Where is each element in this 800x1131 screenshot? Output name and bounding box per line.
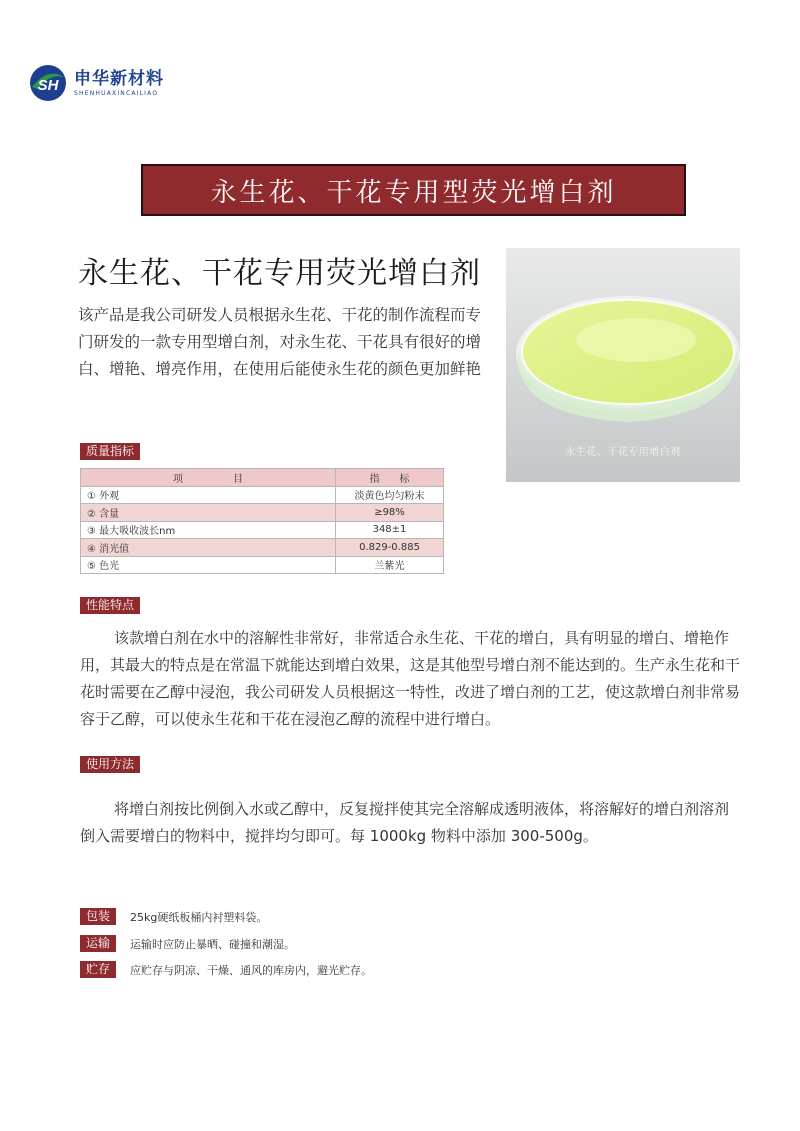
row-value: 兰紫光 (336, 556, 444, 574)
storage-label: 贮存 (80, 961, 116, 978)
row-item: ① 外观 (81, 486, 336, 504)
logo-mark-icon (28, 63, 68, 103)
company-logo (28, 62, 164, 104)
transport-text: 运输时应防止暴晒、碰撞和潮湿。 (130, 937, 295, 951)
photo-caption: 永生花、干花专用增白剂 (565, 447, 681, 458)
table-row (81, 504, 444, 522)
row-item: ② 含量 (81, 504, 336, 522)
product-title: 永生花、干花专用荧光增白剂 (78, 256, 481, 291)
packaging-row (80, 908, 267, 925)
row-item: ③ 最大吸收波长nm (81, 521, 336, 539)
row-value: 348±1 (336, 521, 444, 539)
features-text: 该款增白剂在水中的溶解性非常好，非常适合永生花、干花的增白，具有明显的增白、增艳作用，其最大的特点是在常温下就能达到增白效果，这是其他型号增白剂不能达到的。生产永生花和干花时需要在乙醇中浸泡，我公司研发人员根据这一特性，改进了增白剂的工艺，使这款增白剂非常易容于乙醇，可以使永生花和干花在浸泡乙醇的流程中进行增白。 (80, 629, 741, 728)
table-row (81, 486, 444, 504)
quality-table (80, 468, 444, 574)
header-value: 指 标 (336, 469, 444, 487)
transport-label: 运输 (80, 935, 116, 952)
row-value: ≥98% (336, 504, 444, 522)
usage-tag: 使用方法 (80, 756, 140, 773)
transport-row (80, 935, 295, 952)
banner-title: 永生花、干花专用型荧光增白剂 (210, 177, 617, 208)
features-tag: 性能特点 (80, 597, 140, 614)
packaging-label: 包装 (80, 908, 116, 925)
quality-tag: 质量指标 (80, 443, 140, 460)
company-name-cn: 申华新材料 (74, 68, 164, 89)
title-banner (141, 164, 686, 216)
row-value: 0.829-0.885 (336, 539, 444, 557)
product-photo (506, 248, 740, 482)
table-row (81, 539, 444, 557)
logo-mark-letters: SH (37, 77, 59, 94)
row-item: ⑤ 色光 (81, 556, 336, 574)
table-header-row (81, 469, 444, 487)
storage-text: 应贮存与阴凉、干燥、通风的库房内，避光贮存。 (130, 963, 372, 977)
packaging-text: 25kg硬纸板桶内衬塑料袋。 (130, 910, 268, 924)
storage-row (80, 961, 372, 978)
company-name-en: SHENHUAXINCAILIAO (74, 89, 159, 97)
usage-text: 将增白剂按比例倒入水或乙醇中，反复搅拌使其完全溶解成透明液体，将溶解好的增白剂溶剂倒入需要增白的物料中，搅拌均匀即可。每 1000kg 物料中添加 300-500g。 (80, 800, 730, 845)
row-item: ④ 消光值 (81, 539, 336, 557)
table-row (81, 556, 444, 574)
header-item: 项 目 (81, 469, 336, 487)
product-intro: 该产品是我公司研发人员根据永生花、干花的制作流程而专门研发的一款专用型增白剂，对永生花、干花具有很好的增白、增艳、增亮作用，在使用后能使永生花的颜色更加鲜艳 (78, 306, 482, 378)
table-row (81, 521, 444, 539)
row-value: 淡黄色均匀粉末 (336, 486, 444, 504)
